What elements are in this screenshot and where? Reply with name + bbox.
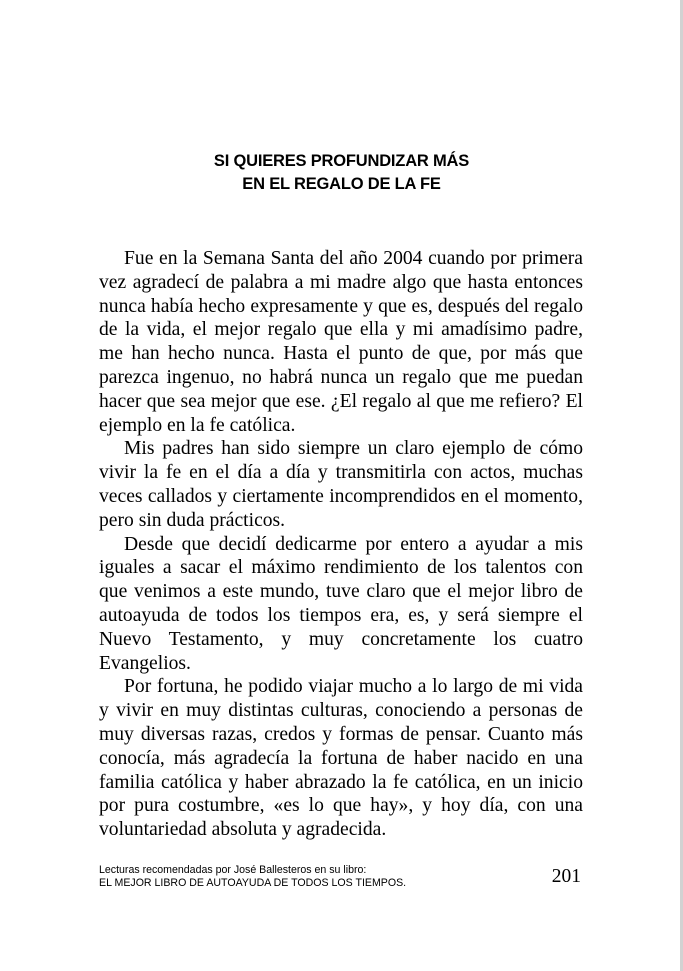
footer-note-line-1: Lecturas recomendadas por José Ballesteros en su libro: [99, 864, 367, 876]
paragraph-4: Por fortuna, he podido viajar mucho a lo largo de mi vida y vivir en muy distintas culturas, conociendo a personas de muy diversas razas, credos y formas de pensar. Cuanto más conocía, más agradecía la fortuna de haber nacido en una familia católica y haber abrazado la fe católica, en un inicio por pura costumbre, «es lo que hay», y hoy día, con una voluntariedad absoluta y agradecida. [99, 676, 583, 841]
body-text [99, 247, 583, 842]
chapter-heading-line-1: SI QUIERES PROFUNDIZAR MÁS [213, 152, 470, 170]
footer-note [99, 864, 406, 890]
chapter-heading-line-2: EN EL REGALO DE LA FE [242, 175, 441, 193]
paragraph-1: Fue en la Semana Santa del año 2004 cuando por primera vez agradecí de palabra a mi madre algo que hasta entonces nunca había hecho expresamente y que es, después del regalo de la vida, el mejor regalo que ella y mi amadísimo padre, me han hecho nunca. Hasta el punto de que, por más que parezca ingenuo, no habrá nunca un regalo que me puedan hacer que sea mejor que ese. ¿El regalo al que me refiero? El ejemplo en la fe católica. [99, 248, 583, 436]
footer-note-line-2: EL MEJOR LIBRO DE AUTOAYUDA DE TODOS LOS TIEMPOS. [99, 877, 407, 889]
paragraph-2: Mis padres han sido siempre un claro ejemplo de cómo vivir la fe en el día a día y transmitirla con actos, muchas veces callados y ciertamente incomprendidos en el momento, pero sin duda prácticos. [99, 438, 583, 531]
chapter-heading [0, 150, 683, 196]
page-number: 201 [551, 866, 581, 887]
page-footer [99, 864, 583, 892]
paragraph-3: Desde que decidí dedicarme por entero a ayudar a mis iguales a sacar el máximo rendimiento de los talentos con que venimos a este mundo, tuve claro que el mejor libro de autoayuda de todos los tiempos era, es, y será siempre el Nuevo Testamento, y muy concretamente los cuatro Evangelios. [99, 533, 583, 674]
